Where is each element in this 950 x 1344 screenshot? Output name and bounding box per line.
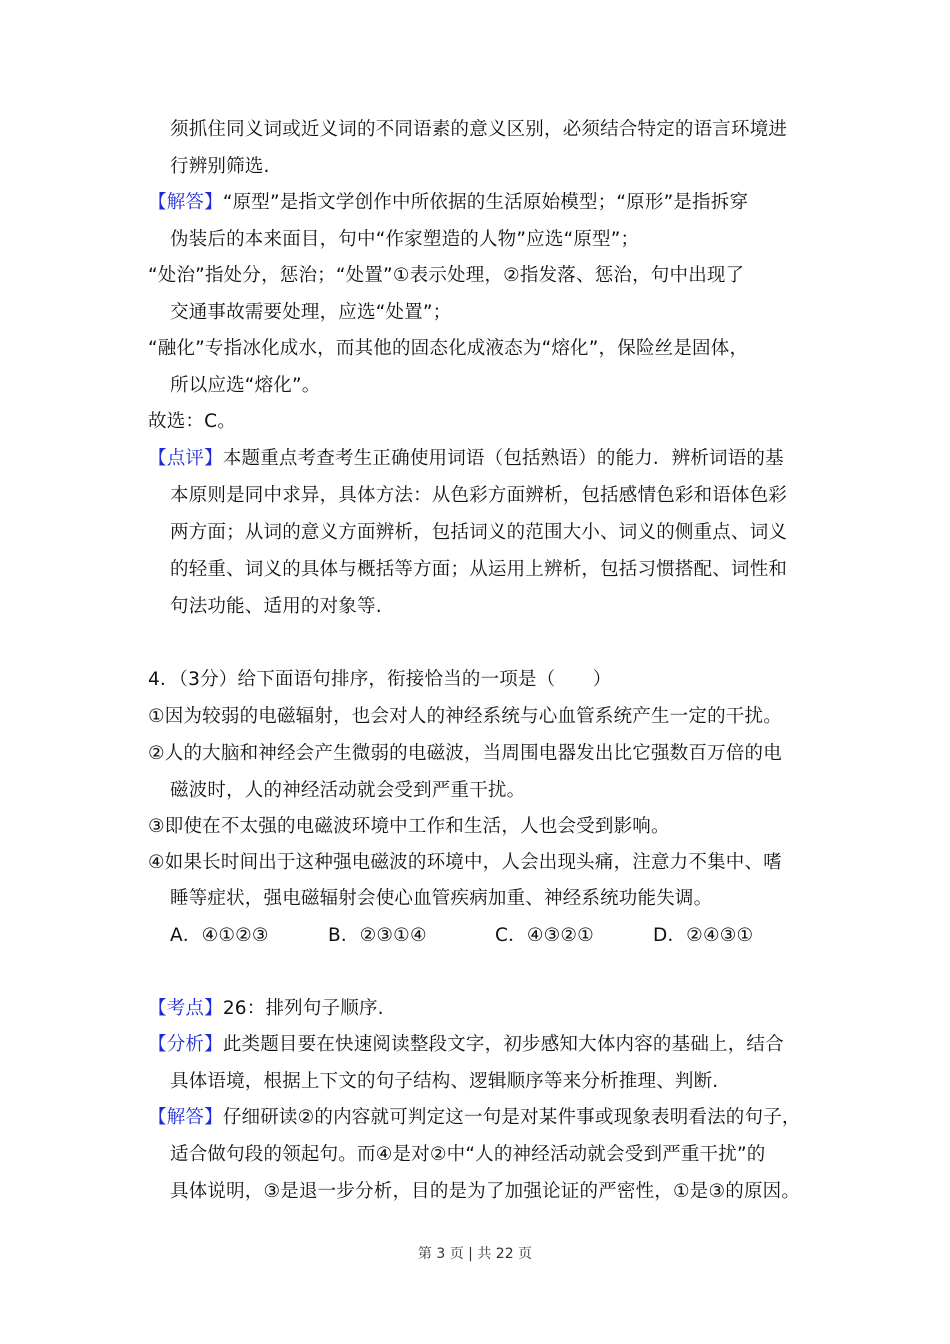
answer-label: 【解答】 xyxy=(148,192,223,213)
sentence-3: ③即使在不太强的电磁波环境中工作和生活，人也会受到影响。 xyxy=(148,816,670,837)
answer-line: 所以应选“熔化”。 xyxy=(170,375,321,396)
jieda-block xyxy=(148,1106,801,1130)
comment-block xyxy=(148,447,784,471)
option-a xyxy=(170,924,269,948)
comment-label: 【点评】 xyxy=(148,448,223,469)
sentence-4: ④如果长时间出于这种强电磁波的环境中，人会出现头痛，注意力不集中、嗜 xyxy=(148,852,782,873)
answer-line: 交通事故需要处理，应选“处置”； xyxy=(170,302,452,323)
option-text: ②④③① xyxy=(686,925,754,946)
fenxi-block xyxy=(148,1033,784,1057)
option-text: ②③①④ xyxy=(359,925,427,946)
comment-line: 的轻重、词义的具体与概括等方面；从运用上辨析，包括习惯搭配、词性和 xyxy=(170,559,788,580)
option-letter: A． xyxy=(170,925,202,946)
option-text: ④③②① xyxy=(526,925,594,946)
analysis-tail-line: 须抓住同义词或近义词的不同语素的意义区别，必须结合特定的语言环境进 xyxy=(170,119,788,140)
sentence-1: ①因为较弱的电磁辐射，也会对人的神经系统与心血管系统产生一定的干扰。 xyxy=(148,706,782,727)
answer-text: “原型”是指文学创作中所依据的生活原始模型；“原形”是指拆穿 xyxy=(222,192,749,213)
sentence-4-cont: 睡等症状，强电磁辐射会使心血管疾病加重、神经系统功能失调。 xyxy=(170,888,713,909)
option-text: ④①②③ xyxy=(201,925,269,946)
analysis-tail-line: 行辨别筛选. xyxy=(170,156,270,177)
kaodian-label: 【考点】 xyxy=(148,998,223,1019)
final-choice: 故选：C。 xyxy=(148,411,236,432)
comment-line: 两方面；从词的意义方面辨析，包括词义的范围大小、词义的侧重点、词义 xyxy=(170,522,788,543)
sentence-2-cont: 磁波时，人的神经活动就会受到严重干扰。 xyxy=(170,780,526,801)
kaodian-block xyxy=(148,997,384,1021)
fenxi-line: 具体语境，根据上下文的句子结构、逻辑顺序等来分析推理、判断. xyxy=(170,1071,719,1092)
page-footer: 第 3 页 | 共 22 页 xyxy=(417,1246,533,1262)
answer-block xyxy=(148,191,748,215)
comment-line: 句法功能、适用的对象等. xyxy=(170,596,382,617)
question-number: 4． xyxy=(148,669,179,690)
jieda-label: 【解答】 xyxy=(148,1107,223,1128)
fenxi-text: 此类题目要在快速阅读整段文字，初步感知大体内容的基础上，结合 xyxy=(222,1034,784,1055)
option-c xyxy=(495,924,594,948)
answer-line: “处治”指处分，惩治；“处置”①表示处理，②指发落、惩治，句中出现了 xyxy=(148,265,745,286)
jieda-text: 仔细研读②的内容就可判定这一句是对某件事或现象表明看法的句子， xyxy=(222,1107,801,1128)
question-stem xyxy=(148,668,612,692)
option-d xyxy=(653,924,753,948)
kaodian-text: 26：排列句子顺序. xyxy=(222,998,384,1019)
sentence-2: ②人的大脑和神经会产生微弱的电磁波，当周围电器发出比它强数百万倍的电 xyxy=(148,743,782,764)
fenxi-label: 【分析】 xyxy=(148,1034,223,1055)
question-text: （3分）给下面语句排序，衔接恰当的一项是（ ） xyxy=(178,669,612,690)
comment-line: 本原则是同中求异，具体方法：从色彩方面辨析，包括感情色彩和语体色彩 xyxy=(170,485,788,506)
comment-text: 本题重点考查考生正确使用词语（包括熟语）的能力．辨析词语的基 xyxy=(222,448,784,469)
option-letter: C． xyxy=(495,925,527,946)
answer-line: “融化”专指冰化成水，而其他的固态化成液态为“熔化”，保险丝是固体， xyxy=(148,338,749,359)
option-letter: B． xyxy=(328,925,360,946)
answer-line: 伪装后的本来面目，句中“作家塑造的人物”应选“原型”； xyxy=(170,229,640,250)
jieda-line: 适合做句段的领起句。而④是对②中“人的神经活动就会受到严重干扰”的 xyxy=(170,1144,766,1165)
option-letter: D． xyxy=(653,925,687,946)
jieda-line: 具体说明，③是退一步分析，目的是为了加强论证的严密性，①是③的原因。 xyxy=(170,1181,801,1202)
option-b xyxy=(328,924,427,948)
